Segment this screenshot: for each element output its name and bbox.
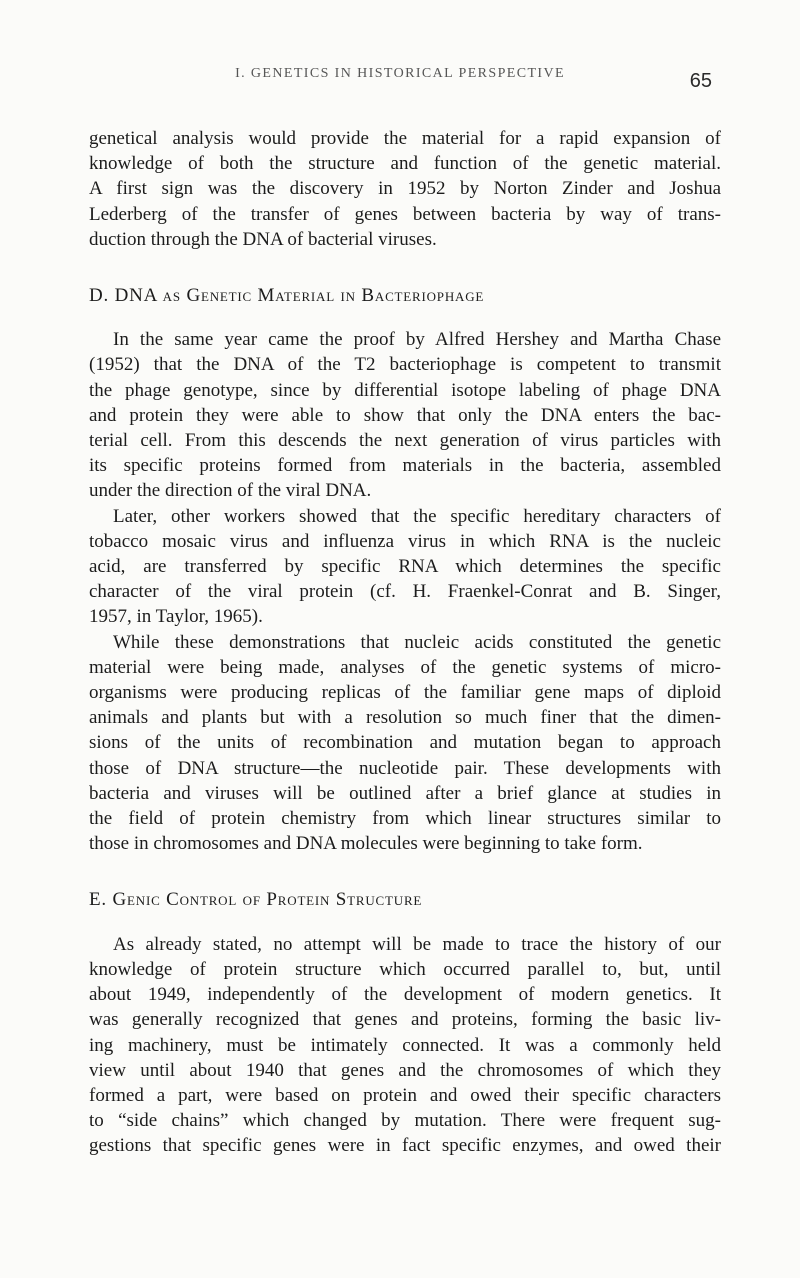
- text-line: about 1949, independently of the development of modern genetics. It: [89, 984, 721, 1006]
- text-line: tobacco mosaic virus and influenza virus in which RNA is the nucleic: [89, 530, 721, 552]
- paragraph: [89, 630, 721, 857]
- text-line: (1952) that the DNA of the T2 bacteriophage is competent to transmit: [89, 354, 721, 376]
- text-line: While these demonstrations that nucleic acids constituted the genetic: [113, 631, 721, 653]
- paragraph: [89, 504, 721, 630]
- paragraph: [89, 327, 721, 503]
- text-line: character of the viral protein (cf. H. Fraenkel-Conrat and B. Singer,: [89, 581, 721, 603]
- text-line: In the same year came the proof by Alfred Hershey and Martha Chase: [113, 329, 721, 351]
- text-line: organisms were producing replicas of the familiar gene maps of diploid: [89, 682, 721, 704]
- text-line: duction through the DNA of bacterial viruses.: [89, 228, 437, 250]
- section-heading-e: E. Genic Control of Protein Structure: [89, 889, 423, 911]
- text-line: Later, other workers showed that the specific hereditary characters of: [113, 505, 721, 527]
- text-line: and protein they were able to show that only the DNA enters the bac-: [89, 404, 721, 426]
- text-line: the field of protein chemistry from which linear structures similar to: [89, 808, 721, 830]
- text-line: genetical analysis would provide the material for a rapid expansion of: [89, 128, 721, 149]
- text-line: 1957, in Taylor, 1965).: [89, 606, 263, 628]
- text-line: under the direction of the viral DNA.: [89, 480, 372, 502]
- text-line: bacteria and viruses will be outlined after a brief glance at studies in: [89, 782, 721, 804]
- text-line: animals and plants but with a resolution so much finer that the dimen-: [89, 707, 721, 729]
- text-line: As already stated, no attempt will be made to trace the history of our: [113, 933, 721, 955]
- text-line: formed a part, were based on protein and owed their specific characters: [89, 1084, 721, 1106]
- intro-paragraph: [89, 126, 721, 252]
- text-line: those in chromosomes and DNA molecules were beginning to take form.: [89, 833, 643, 855]
- running-head: I. GENETICS IN HISTORICAL PERSPECTIVE: [235, 66, 565, 81]
- paragraph: [89, 932, 721, 1159]
- text-line: A first sign was the discovery in 1952 by Norton Zinder and Joshua: [89, 178, 721, 200]
- text-line: those of DNA structure—the nucleotide pair. These developments with: [89, 757, 721, 779]
- text-line: knowledge of both the structure and function of the genetic material.: [89, 153, 721, 175]
- text-line: material were being made, analyses of the genetic systems of micro-: [89, 656, 721, 678]
- text-line: Lederberg of the transfer of genes between bacteria by way of trans-: [89, 203, 721, 225]
- text-line: was generally recognized that genes and proteins, forming the basic liv-: [89, 1009, 721, 1031]
- body-text: [89, 126, 721, 1159]
- text-line: view until about 1940 that genes and the chromosomes of which they: [89, 1059, 721, 1081]
- text-line: acid, are transferred by specific RNA which determines the specific: [89, 556, 721, 578]
- text-line: the phage genotype, since by differential isotope labeling of phage DNA: [89, 379, 721, 401]
- text-line: knowledge of protein structure which occurred parallel to, but, until: [89, 958, 721, 980]
- section-heading-d: D. DNA as Genetic Material in Bacteriophage: [89, 285, 485, 307]
- page-number: 65: [689, 70, 712, 92]
- text-line: its specific proteins formed from materials in the bacteria, assembled: [89, 455, 721, 477]
- text-line: to “side chains” which changed by mutation. There were frequent sug-: [89, 1110, 721, 1132]
- text-line: ing machinery, must be intimately connected. It was a commonly held: [89, 1034, 721, 1056]
- text-line: gestions that specific genes were in fact specific enzymes, and owed their: [89, 1135, 721, 1157]
- text-line: terial cell. From this descends the next generation of virus particles with: [89, 430, 721, 452]
- text-line: sions of the units of recombination and mutation began to approach: [89, 732, 721, 754]
